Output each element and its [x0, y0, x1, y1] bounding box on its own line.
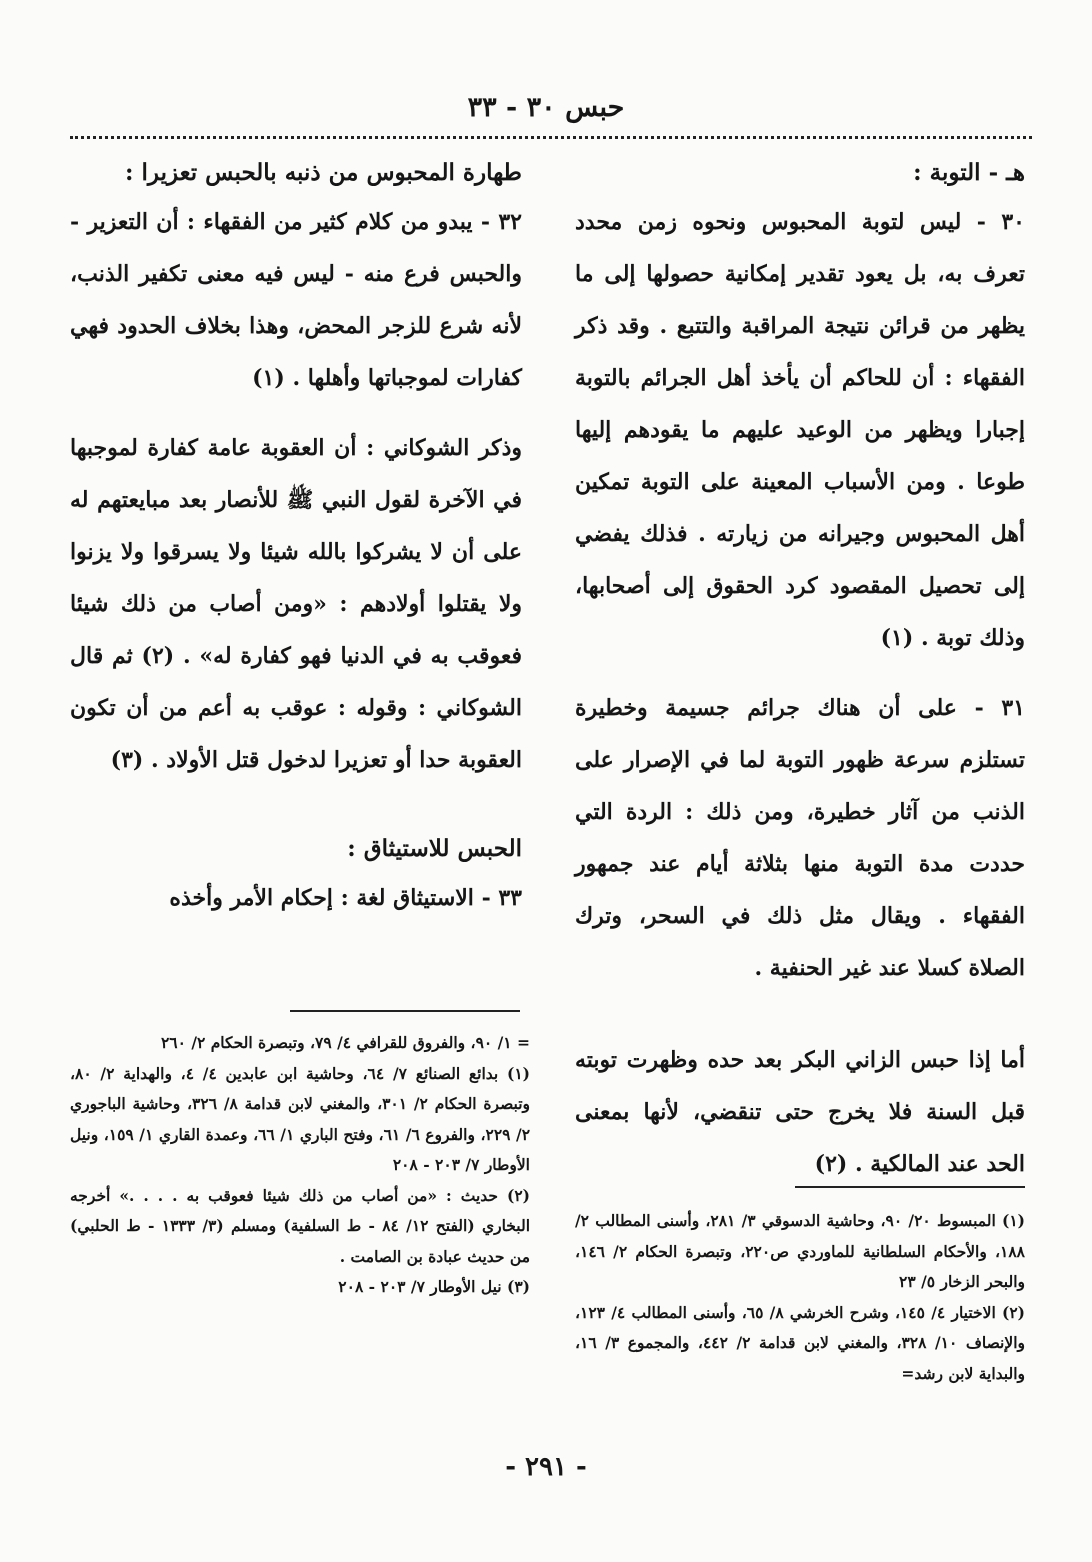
header-divider — [70, 136, 1032, 139]
paragraph-32: ٣٢ - يبدو من كلام كثير من الفقهاء : أن التعزير - والحبس فرع منه - ليس فيه معنى تكفير الذنب، لأنه شرع للزجر المحض، وهذا بخلاف الحدود فهي كفارات لموجباتها وأهلها . (١) — [70, 209, 522, 391]
heading-tawba: هـ - التوبة : — [913, 159, 1025, 186]
page-header: حبس ٣٠ - ٣٣ — [467, 92, 625, 123]
left-column — [70, 150, 522, 924]
footnote-left-continuation: = ١/ ٩٠، والفروق للقرافي ٤/ ٧٩، وتبصرة الحكام ٢/ ٢٦٠ — [160, 1033, 530, 1052]
page-number: - ٢٩١ - — [505, 1452, 587, 1482]
paragraph-30: ٣٠ - ليس لتوبة المحبوس ونحوه زمن محدد تعرف به، بل يعود تقدير إمكانية حصولها إلى ما يظهر من قرائن نتيجة المراقبة والتتبع . وقد ذكر الفقهاء : أن للحاكم أن يأخذ أهل الجرائم بالتوبة إجبارا ويظهر من الوعيد عليهم ما يقودهم إليها طوعا . ومن الأسباب المعينة على التوبة تمكين أهل المحبوس وجيرانه من زيارته . فذلك يفضي إلى تحصيل المقصود كرد الحقوق إلى أصحابها، وذلك توبة . (١) — [575, 209, 1025, 651]
footnote-left-3: (٣) نيل الأوطار ٧/ ٢٠٣ - ٢٠٨ — [338, 1277, 530, 1296]
paragraph-zani: أما إذا حبس الزاني البكر بعد حده وظهرت توبته قبل السنة فلا يخرج حتى تنقضي، لأنها بمعنى الحد عند المالكية . (٢) — [575, 1047, 1025, 1177]
heading-tahara: طهارة المحبوس من ذنبه بالحبس تعزيرا : — [125, 159, 522, 186]
footnote-right-1: (١) المبسوط ٢٠/ ٩٠، وحاشية الدسوقي ٣/ ٢٨١، وأسنى المطالب ٢/ ١٨٨، والأحكام السلطانية للماوردي ص٢٢٠، وتبصرة الحكام ٢/ ١٤٦، والبحر الزخار ٥/ ٢٣ — [575, 1211, 1026, 1291]
footnotes-left — [70, 1028, 530, 1303]
paragraph-31: ٣١ - على أن هناك جرائم جسيمة وخطيرة تستلزم سرعة ظهور التوبة لما في الإصرار على الذنب من آثار خطيرة، ومن ذلك : الردة التي حددت مدة التوبة منها بثلاثة أيام عند جمهور الفقهاء . ويقال مثل ذلك في السحر، وترك الصلاة كسلا عند غير الحنفية . — [575, 695, 1025, 981]
footnote-rule-left — [290, 1010, 520, 1012]
footnotes-right — [575, 1206, 1025, 1389]
paragraph-shawkani: وذكر الشوكاني : أن العقوبة عامة كفارة لموجبها في الآخرة لقول النبي ﷺ للأنصار بعد مبايعتهم له على أن لا يشركوا بالله شيئا ولا يسرقوا ولا يزنوا ولا يقتلوا أولادهم : «ومن أصاب من ذلك شيئا فعوقب به في الدنيا فهو كفارة له» . (٢) ثم قال الشوكاني : وقوله : عوقب به أعم من أن تكون العقوبة حدا أو تعزيرا لدخول قتل الأولاد . (٣) — [70, 435, 522, 773]
footnote-rule-right — [795, 1186, 1025, 1188]
footnote-left-1: (١) بدائع الصنائع ٧/ ٦٤، وحاشية ابن عابدين ٤/ ٤، والهداية ٢/ ٨٠، وتبصرة الحكام ٢/ ٣٠١، والمغني لابن قدامة ٨/ ٣٢٦، وحاشية الباجوري ٢/ ٢٢٩، والفروع ٦/ ٦١، وفتح الباري ١/ ٦٦، وعمدة القاري ١/ ١٥٩، ونيل الأوطار ٧/ ٢٠٣ - ٢٠٨ — [70, 1063, 531, 1174]
footnote-right-2: (٢) الاختيار ٤/ ١٤٥، وشرح الخرشي ٨/ ٦٥، وأسنى المطالب ٤/ ١٢٣، والإنصاف ١٠/ ٣٢٨، والمغني لابن قدامة ٢/ ٤٤٢، والمجموع ٣/ ١٦، والبداية لابن رشد= — [575, 1302, 1026, 1383]
footnote-left-2: (٢) حديث : «من أصاب من ذلك شيئا فعوقب به . . . .» أخرجه البخاري (الفتح ١٢/ ٨٤ - ط السلفية) ومسلم (٣/ ١٣٣٣ - ط الحلبي) من حديث عبادة بن الصامت . — [70, 1185, 531, 1266]
paragraph-33: ٣٣ - الاستيثاق لغة : إحكام الأمر وأخذه — [169, 885, 522, 911]
right-column — [575, 150, 1025, 1190]
heading-istithaq: الحبس للاستيثاق : — [347, 835, 522, 862]
